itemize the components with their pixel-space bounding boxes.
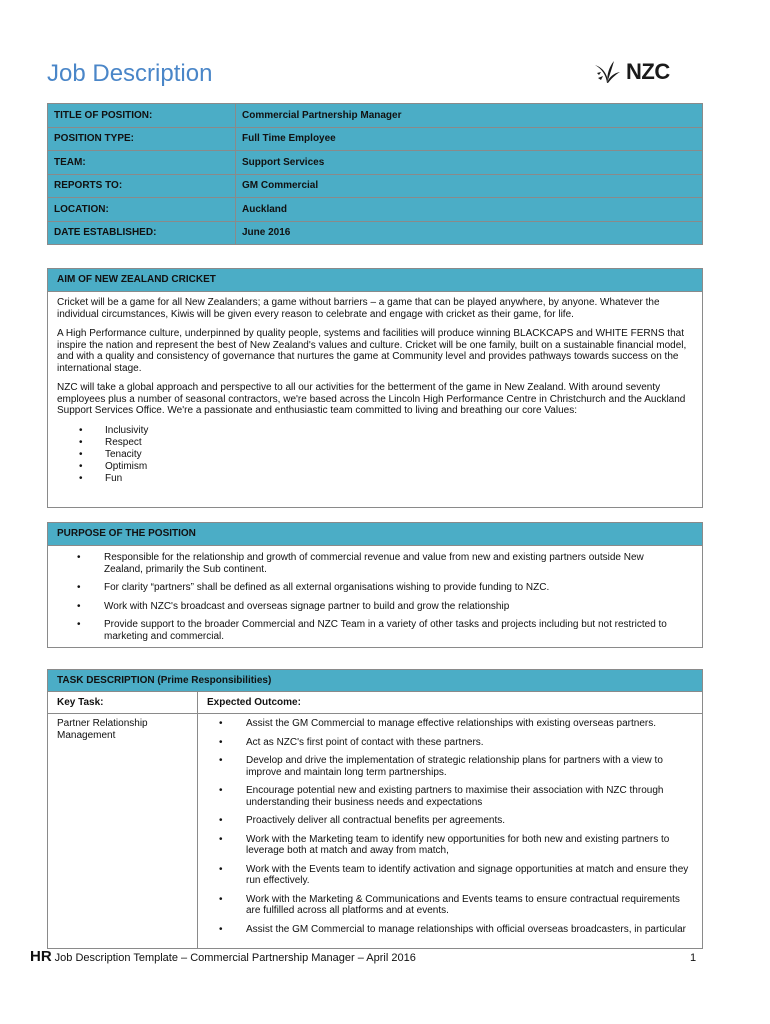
list-item: • Optimism	[105, 461, 693, 473]
list-item: • Work with the Marketing & Communications and Events teams to ensure contractual requirements are fulfilled across all platforms and at events.	[246, 894, 694, 917]
table-row	[48, 104, 703, 128]
position-label: POSITION TYPE:	[48, 127, 236, 151]
purpose-list	[57, 552, 693, 642]
list-item: • Work with the Marketing team to identify new opportunities for both new and existing partners to leverage both at match and away from match,	[246, 834, 694, 857]
list-item: • Develop and drive the implementation of strategic relationship plans for partners with a view to improve and maintain long term partnerships.	[246, 755, 694, 778]
table-row	[48, 221, 703, 245]
aim-heading: AIM OF NEW ZEALAND CRICKET	[48, 269, 702, 292]
position-value: GM Commercial	[236, 174, 703, 198]
position-table	[47, 103, 703, 245]
position-value: June 2016	[236, 221, 703, 245]
table-row	[48, 151, 703, 175]
position-label: TEAM:	[48, 151, 236, 175]
list-item: • Act as NZC's first point of contact with these partners.	[246, 737, 694, 749]
expected-outcome-header: Expected Outcome:	[198, 692, 703, 714]
task-heading: TASK DESCRIPTION (Prime Responsibilities)	[48, 670, 703, 692]
aim-paragraph: NZC will take a global approach and perspective to all our activities for the betterment of the game in New Zealand. With around seventy employees plus a number of seasonal contractors, we're based across the Lincoln High Performance Centre in Christchurch and the Auckland Support Services Office. We're a passionate and enthusiastic team committed to living and breathing our core Values:	[57, 382, 686, 416]
list-item: • Fun	[105, 473, 693, 485]
page-footer	[30, 948, 416, 965]
outcome-cell	[198, 714, 703, 949]
table-row	[48, 174, 703, 198]
position-value: Support Services	[236, 151, 703, 175]
logo-text: NZC	[626, 59, 670, 84]
key-task-header: Key Task:	[48, 692, 198, 714]
position-value: Full Time Employee	[236, 127, 703, 151]
page-number: 1	[690, 952, 697, 964]
footer-text: Job Description Template – Commercial Partnership Manager – April 2016	[54, 952, 416, 964]
list-item: • Work with the Events team to identify activation and signage opportunities at match and ensure they run effectively.	[246, 864, 694, 887]
list-item: • Encourage potential new and existing partners to maximise their association with NZC through understanding their business needs and expectations	[246, 785, 694, 808]
list-item: • For clarity “partners” shall be defined as all external organisations wishing to provide funding to NZC.	[104, 582, 685, 594]
list-item: • Respect	[105, 437, 693, 449]
list-item: • Provide support to the broader Commercial and NZC Team in a variety of other tasks and projects including but not restricted to marketing and commercial.	[104, 619, 685, 642]
list-item: • Assist the GM Commercial to manage relationships with official overseas broadcasters, in particular	[246, 924, 694, 936]
list-item: • Assist the GM Commercial to manage effective relationships with existing overseas partners.	[246, 718, 694, 730]
position-label: DATE ESTABLISHED:	[48, 221, 236, 245]
purpose-heading: PURPOSE OF THE POSITION	[48, 523, 702, 546]
list-item: • Proactively deliver all contractual benefits per agreements.	[246, 815, 694, 827]
table-row	[48, 198, 703, 222]
nzc-logo	[592, 58, 684, 86]
task-table	[47, 669, 703, 949]
values-list	[57, 425, 693, 485]
list-item: • Inclusivity	[105, 425, 693, 437]
position-label: REPORTS TO:	[48, 174, 236, 198]
aim-section	[47, 268, 703, 508]
footer-hr: HR	[30, 948, 52, 965]
table-row	[48, 127, 703, 151]
position-value: Auckland	[236, 198, 703, 222]
list-item: • Work with NZC's broadcast and overseas signage partner to build and grow the relationship	[104, 601, 685, 613]
key-task-cell: Partner Relationship Management	[48, 714, 198, 949]
position-label: LOCATION:	[48, 198, 236, 222]
purpose-section	[47, 522, 703, 648]
page-title: Job Description	[47, 60, 213, 87]
aim-paragraph: A High Performance culture, underpinned by quality people, systems and facilities will produce winning BLACKCAPS and WHITE FERNS that inspire the nation and represent the best of New Zealand's values and culture. Cricket will be one family, built on a sustainable financial model, and with a quality and consistency of governance that nurtures the game at Community level and provides pathways towards success on the international stage.	[57, 328, 687, 374]
list-item: • Responsible for the relationship and growth of commercial revenue and value from new and existing partners outside New Zealand, primarily the Sub continent.	[104, 552, 685, 575]
aim-paragraph: Cricket will be a game for all New Zealanders; a game without barriers – a game that can be played anywhere, by anyone. Whatever the individual circumstances, Kiwis will be given every reason to celebrate and engage with cricket as their game, for life.	[57, 297, 660, 320]
outcome-list	[207, 718, 696, 935]
fern-icon	[592, 59, 622, 85]
list-item: • Tenacity	[105, 449, 693, 461]
position-label: TITLE OF POSITION:	[48, 104, 236, 128]
position-value: Commercial Partnership Manager	[236, 104, 703, 128]
